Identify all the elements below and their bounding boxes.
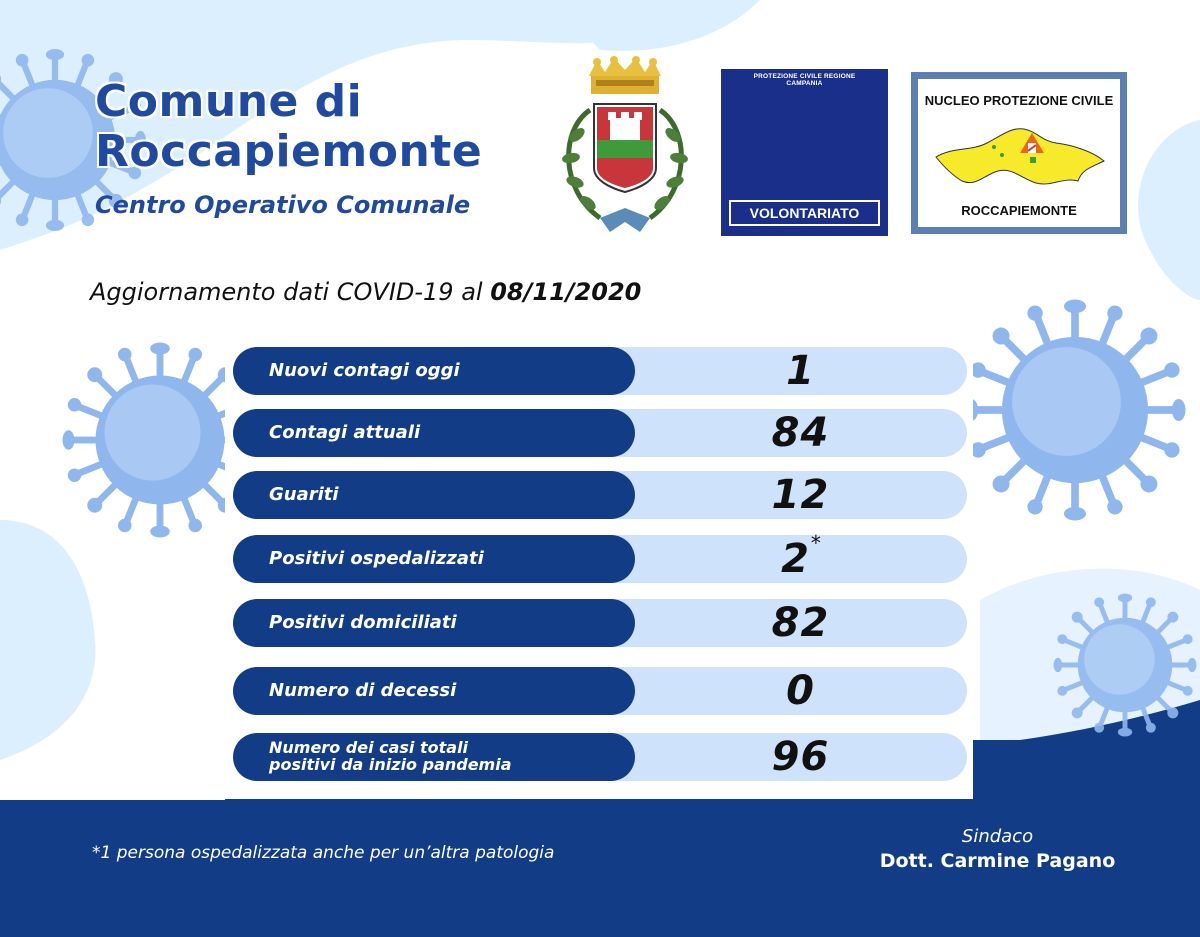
stat-label-pill <box>233 409 635 457</box>
stat-value <box>635 733 967 781</box>
protezione-civile-ring-text: PROTEZIONE CIVILE REGIONE CAMPANIA <box>753 73 856 87</box>
stat-label: Guariti <box>269 483 339 505</box>
stat-row-total-cases <box>233 733 969 781</box>
nucleo-protezione-civile-logo <box>911 72 1127 234</box>
protezione-civile-logo <box>721 69 888 236</box>
stat-number: 82 <box>771 600 830 646</box>
stat-value <box>635 471 967 519</box>
stat-label: Numero dei casi totali positivi da inizio pandemia <box>269 738 512 774</box>
stat-value <box>635 347 967 395</box>
stats-panel <box>225 337 973 799</box>
stat-label: Positivi ospedalizzati <box>269 547 484 569</box>
stat-number: 96 <box>771 734 830 780</box>
municipal-crest-logo <box>560 58 695 240</box>
title-comune: Comune di <box>95 76 363 127</box>
stat-row-current-cases <box>233 409 969 457</box>
title-subtitle: Centro Operativo Comunale <box>95 191 471 219</box>
title-town: Roccapiemonte <box>95 126 483 177</box>
stat-value <box>635 531 967 583</box>
signature-name: Dott. Carmine Pagano <box>879 850 1116 872</box>
stat-mark: * <box>810 531 821 555</box>
stat-label-pill <box>233 599 635 647</box>
stat-row-home-isolation <box>233 599 969 647</box>
stat-label-pill <box>233 347 635 395</box>
stat-number: 1 <box>786 348 815 394</box>
stat-row-deaths <box>233 667 969 715</box>
update-line <box>90 280 641 304</box>
stat-value <box>635 409 967 457</box>
stat-row-recovered <box>233 471 969 519</box>
stat-number: 84 <box>771 410 830 456</box>
stat-label: Contagi attuali <box>269 421 421 443</box>
stat-label-pill <box>233 667 635 715</box>
update-date: 08/11/2020 <box>490 278 642 306</box>
stat-label-pill <box>233 733 635 781</box>
stat-label-pill <box>233 535 635 583</box>
stat-number: 12 <box>771 472 830 518</box>
stat-row-hospitalized <box>233 531 969 583</box>
stat-label: Nuovi contagi oggi <box>269 359 460 381</box>
stat-value <box>635 667 967 715</box>
signature-role: Sindaco <box>961 826 1034 847</box>
stat-label: Numero di decessi <box>269 679 457 701</box>
stat-label-pill <box>233 471 635 519</box>
stat-label: Positivi domiciliati <box>269 611 457 633</box>
nucleo-town: ROCCAPIEMONTE <box>961 203 1077 218</box>
protezione-civile-label: VOLONTARIATO <box>729 200 880 226</box>
stat-number: 2 <box>781 536 810 582</box>
stat-row-new-cases <box>233 347 969 395</box>
town-map-icon <box>932 117 1108 197</box>
stat-number: 0 <box>786 668 815 714</box>
footnote: *1 persona ospedalizzata anche per un’altra patologia <box>92 843 555 863</box>
stat-value <box>635 599 967 647</box>
update-prefix: Aggiornamento dati COVID-19 al <box>90 278 491 306</box>
nucleo-title: NUCLEO PROTEZIONE CIVILE <box>924 93 1114 108</box>
